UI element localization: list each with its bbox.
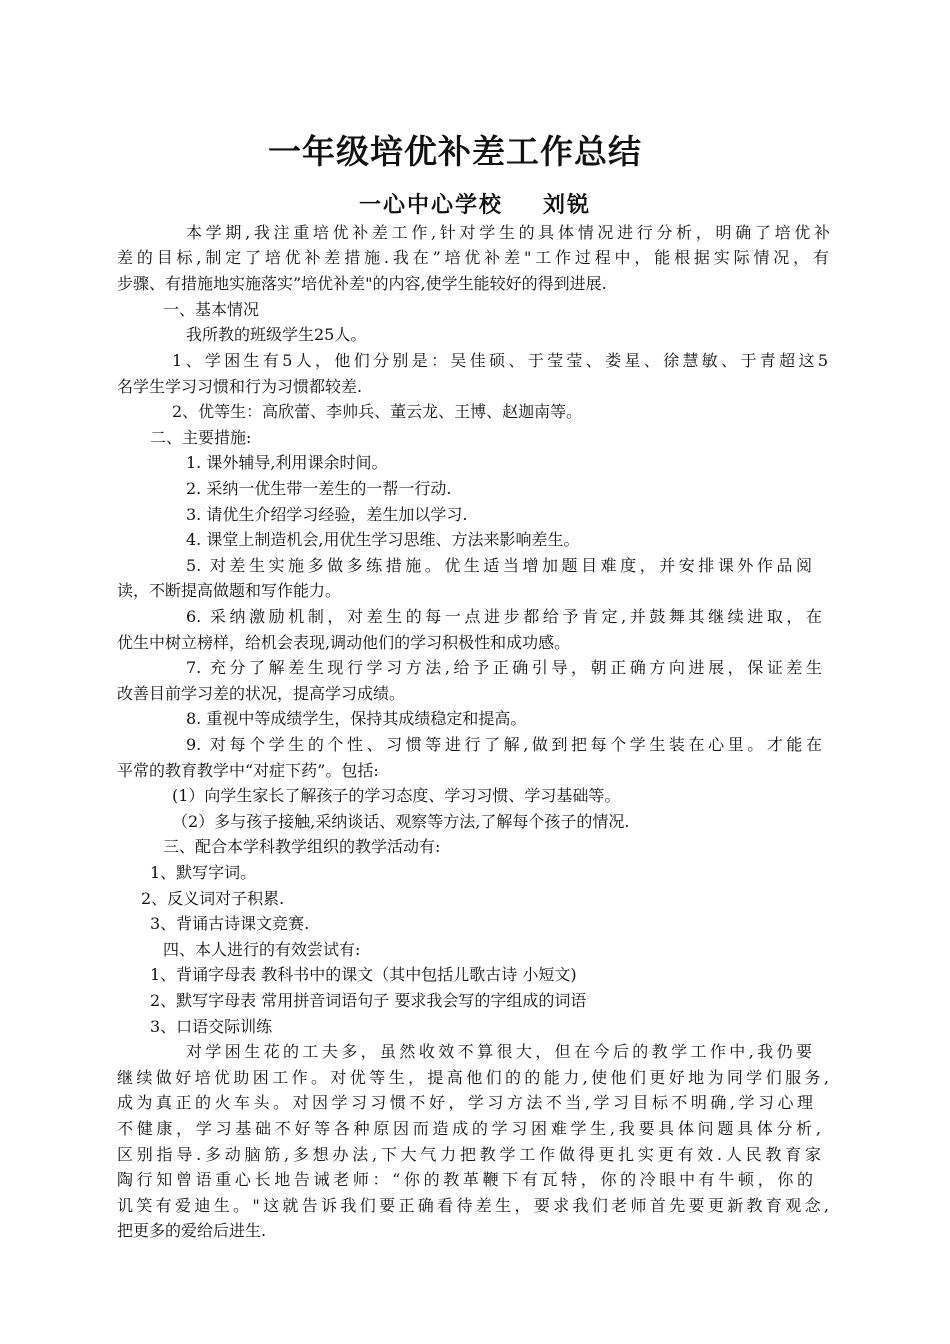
paragraph-line: 区别指导.多动脑筋,多想办法,下大气力把教学工作做得更扎实更有效.人民教育家	[117, 1145, 821, 1164]
paragraph-line: 1、学困生有5人，他们分别是：吴佳硕、于莹莹、娄星、徐慧敏、于青超这5	[172, 351, 828, 370]
school-name: 一心中心学校	[358, 192, 503, 218]
paragraph-line: 不健康，学习基础不好等各种原因而造成的学习困难学生,我要具体问题具体分析,	[117, 1119, 821, 1138]
list-item: 2. 采纳一优生带一差生的一帮一行动.	[186, 479, 452, 498]
paragraph-line: 把更多的爱给后进生.	[117, 1221, 267, 1240]
list-item: 优生中树立榜样，给机会表现,调动他们的学习积极性和成功感。	[117, 633, 571, 652]
paragraph-line: 2、优等生：高欣蕾、李帅兵、董云龙、王博、赵迦南等。	[172, 402, 583, 421]
paragraph-line: 成为真正的火车头。对因学习习惯不好，学习方法不当,学习目标不明确,学习心理	[117, 1093, 813, 1112]
list-item: （2）多与孩子接触,采纳谈话、观察等方法,了解每个孩子的情况.	[172, 812, 630, 831]
list-item: 3. 请优生介绍学习经验，差生加以学习.	[186, 505, 468, 524]
list-item: 9. 对每个学生的个性、习惯等进行了解,做到把每个学生装在心里。才能在	[186, 735, 822, 754]
paragraph-line: 继续做好培优助困工作。对优等生，提高他们的的能力,使他们更好地为同学们服务,	[117, 1068, 829, 1087]
list-item: 8. 重视中等成绩学生，保持其成绩稳定和提高。	[186, 709, 527, 728]
paragraph-line: 名学生学习习惯和行为习惯都较差.	[117, 377, 363, 396]
list-item: 5. 对差生实施多做多练措施。优生适当增加题目难度，并安排课外作品阅	[186, 556, 812, 575]
section-heading: 一、基本情况	[163, 300, 260, 319]
list-item: 1、默写字词。	[150, 863, 257, 882]
document-subtitle	[0, 188, 950, 219]
list-item: 读，不断提高做题和写作能力。	[117, 581, 342, 600]
paragraph-line: 对学困生花的工夫多，虽然收效不算很大，但在今后的教学工作中,我仍要	[186, 1042, 812, 1061]
list-item: 3、背诵古诗课文竞赛.	[150, 914, 310, 933]
list-item: 平常的教育教学中“对症下药”。包括:	[117, 761, 379, 780]
list-item: 4. 课堂上制造机会,用优生学习思维、方法来影响差生。	[186, 530, 580, 549]
list-item: 改善目前学习差的状况，提高学习成绩。	[117, 684, 406, 703]
paragraph-line: 讥笑有爱迪生。"这就告诉我们要正确看待差生，要求我们老师首先要更新教育观念,	[117, 1196, 829, 1215]
list-item: (1）向学生家长了解孩子的学习态度、学习习惯、学习基础等。	[172, 786, 621, 805]
paragraph-line: 陶行知曾语重心长地告诫老师：“你的教革鞭下有瓦特，你的冷眼中有牛顿，你的	[117, 1170, 813, 1189]
section-heading: 四、本人进行的有效尝试有:	[163, 940, 361, 959]
paragraph-line: 我所教的班级学生25人。	[186, 325, 367, 344]
list-item: 3、口语交际训练	[150, 1017, 273, 1036]
list-item: 7. 充分了解差生现行学习方法,给予正确引导，朝正确方向进展，保证差生	[186, 658, 822, 677]
section-heading: 二、主要措施:	[150, 428, 252, 447]
document-title: 一年级培优补差工作总结	[268, 132, 642, 171]
list-item: 1、背诵字母表 教科书中的课文（其中包括儿歌古诗 小短文)	[150, 965, 577, 984]
paragraph-line: 差的目标,制定了培优补差措施.我在”培优补差"工作过程中，能根据实际情况，有	[117, 248, 829, 267]
section-heading: 三、配合本学科教学组织的教学活动有:	[163, 837, 441, 856]
list-item: 6. 采纳激励机制，对差生的每一点进步都给予肯定,并鼓舞其继续进取，在	[186, 607, 822, 626]
list-item: 2、默写字母表 常用拼音词语句子 要求我会写的字组成的词语	[150, 991, 587, 1010]
list-item: 1. 课外辅导,利用课余时间。	[186, 453, 388, 472]
author-name: 刘锐	[543, 192, 592, 218]
paragraph-line: 本学期,我注重培优补差工作,针对学生的具体情况进行分析，明确了培优补	[186, 223, 830, 242]
paragraph-line: 步骤、有措施地实施落实”培优补差"的内容,使学生能较好的得到进展.	[117, 274, 607, 293]
list-item: 2、反义词对子积累.	[141, 889, 285, 908]
